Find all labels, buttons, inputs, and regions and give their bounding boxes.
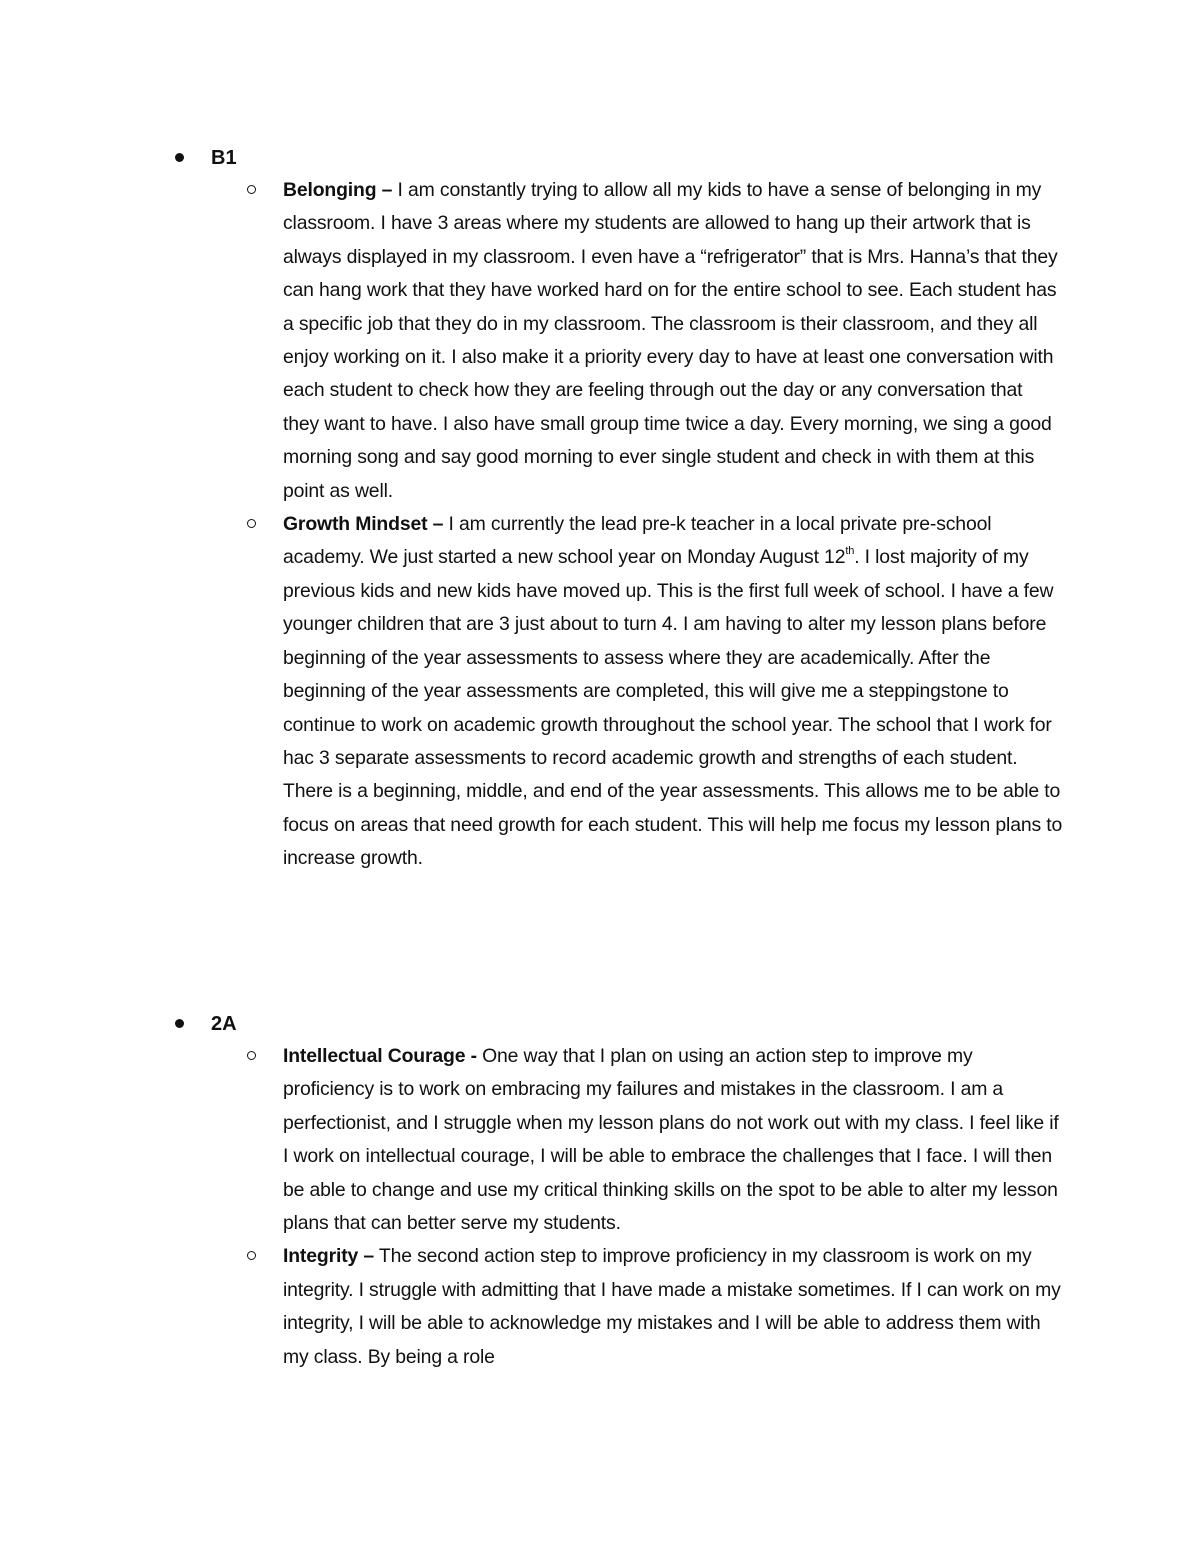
term-growth-mindset: Growth Mindset –	[283, 513, 444, 536]
bullet-circle-icon	[247, 519, 256, 528]
list-item-b1	[0, 140, 1200, 174]
paragraph-integrity: The second action step to improve proficiency in my classroom is work on my integrity. I struggle with admitting that I have made a mistake sometimes. If I can work on my integrity, I will be able to acknowledge my mistakes and I will be able to address them with my class. By being a role	[283, 1245, 1061, 1368]
section-heading: 2A	[211, 1013, 237, 1035]
bullet-circle-icon	[247, 1251, 256, 1260]
list-item-belonging	[0, 174, 1063, 508]
section-2a	[0, 1006, 1200, 1374]
list-item-growth-mindset	[0, 508, 1063, 875]
list-item-integrity	[0, 1240, 1063, 1374]
section-b1	[0, 140, 1200, 876]
section-heading: B1	[211, 147, 237, 169]
bullet-circle-icon	[247, 1051, 256, 1060]
list-item-2a	[0, 1006, 1200, 1040]
paragraph-belonging: I am constantly trying to allow all my kids to have a sense of belonging in my classroom. I have 3 areas where my students are allowed to hang up their artwork that is always displayed in my classroom. I even have a “refrigerator” that is Mrs. Hanna’s that they can hang work that they have worked hard on for the entire school to see. Each student has a specific job that they do in my classroom. The classroom is their classroom, and they all enjoy working on it. I also make it a priority every day to have at least one conversation with each student to check how they are feeling through out the day or any conversation that they want to have. I also have small group time twice a day. Every morning, we sing a good morning song and say good morning to ever single student and check in with them at this point as well.	[283, 179, 1058, 502]
ordinal-suffix: th	[845, 545, 855, 557]
paragraph-growth-mindset-part1: I am currently the lead pre-k teacher in a local private pre-school academy. We just started a new school year on Monday August 12	[283, 513, 992, 569]
term-integrity: Integrity –	[283, 1245, 375, 1268]
bullet-circle-icon	[247, 185, 256, 194]
term-belonging: Belonging –	[283, 179, 393, 201]
bullet-disc-icon	[175, 153, 184, 162]
bullet-disc-icon	[175, 1019, 184, 1028]
list-item-intellectual-courage	[0, 1040, 1063, 1240]
paragraph-intellectual-courage: One way that I plan on using an action step to improve my proficiency is to work on embracing my failures and mistakes in the classroom. I am a perfectionist, and I struggle when my lesson plans do not work out with my class. I feel like if I work on intellectual courage, I will be able to embrace the challenges that I face. I will then be able to change and use my critical thinking skills on the spot to be able to alter my lesson plans that can better serve my students.	[283, 1045, 1059, 1235]
paragraph-growth-mindset-part2: . I lost majority of my previous kids and new kids have moved up. This is the first full week of school. I have a few younger children that are 3 just about to turn 4. I am having to alter my lesson plans before beginning of the year assessments to assess where they are academically. After the beginning of the year assessments are completed, this will give me a steppingstone to continue to work on academic growth throughout the school year. The school that I work for hac 3 separate assessments to record academic growth and strengths of each student. There is a beginning, middle, and end of the year assessments. This allows me to be able to focus on areas that need growth for each student. This will help me focus my lesson plans to increase growth.	[283, 546, 1063, 870]
term-intellectual-courage: Intellectual Courage -	[283, 1045, 477, 1067]
